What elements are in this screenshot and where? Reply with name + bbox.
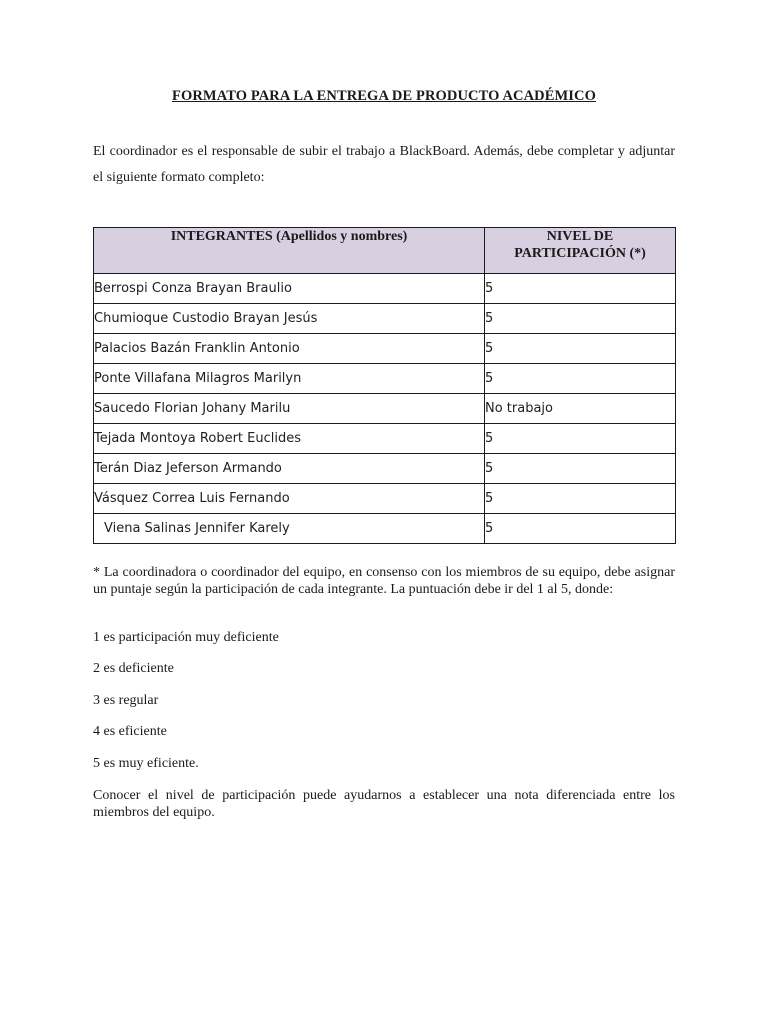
scale-item-4: 4 es eficiente xyxy=(93,724,167,739)
member-name: Viena Salinas Jennifer Karely xyxy=(94,514,485,544)
member-level: 5 xyxy=(485,334,676,364)
member-level: 5 xyxy=(485,484,676,514)
member-name: Tejada Montoya Robert Euclides xyxy=(94,424,485,454)
member-level: No trabajo xyxy=(485,394,676,424)
table-row xyxy=(94,424,676,454)
scale-item-2: 2 es deficiente xyxy=(93,661,174,676)
table-row xyxy=(94,514,676,544)
header-level-line2: PARTICIPACIÓN (*) xyxy=(514,246,646,261)
table-row xyxy=(94,394,676,424)
header-nivel-participacion xyxy=(485,228,676,274)
member-level: 5 xyxy=(485,454,676,484)
table-header-row xyxy=(94,228,676,274)
table-row xyxy=(94,274,676,304)
table-row xyxy=(94,334,676,364)
member-level: 5 xyxy=(485,274,676,304)
member-name: Chumioque Custodio Brayan Jesús xyxy=(94,304,485,334)
footnote-paragraph: * La coordinadora o coordinador del equipo, en consenso con los miembros de su equipo, debe asignar un puntaje según la participación de cada integrante. La puntuación debe ir del 1 al 5, donde: xyxy=(93,565,675,597)
scale-item-3: 3 es regular xyxy=(93,693,159,708)
member-name: Berrospi Conza Brayan Braulio xyxy=(94,274,485,304)
member-name: Ponte Villafana Milagros Marilyn xyxy=(94,364,485,394)
table-row xyxy=(94,304,676,334)
member-level: 5 xyxy=(485,364,676,394)
member-name: Palacios Bazán Franklin Antonio xyxy=(94,334,485,364)
members-table xyxy=(93,227,676,544)
scale-item-1: 1 es participación muy deficiente xyxy=(93,630,279,645)
table-row xyxy=(94,454,676,484)
member-level: 5 xyxy=(485,304,676,334)
table-row xyxy=(94,484,676,514)
member-level: 5 xyxy=(485,424,676,454)
document-title: FORMATO PARA LA ENTREGA DE PRODUCTO ACADÉMICO xyxy=(172,88,596,104)
member-name: Saucedo Florian Johany Marilu xyxy=(94,394,485,424)
intro-paragraph: El coordinador es el responsable de subir el trabajo a BlackBoard. Además, debe completar y adjuntar el siguiente formato completo: xyxy=(93,144,675,185)
header-level-line1: NIVEL DE xyxy=(546,229,614,244)
closing-paragraph: Conocer el nivel de participación puede ayudarnos a establecer una nota diferenciada entre los miembros del equipo. xyxy=(93,788,675,820)
member-level: 5 xyxy=(485,514,676,544)
member-name: Terán Diaz Jeferson Armando xyxy=(94,454,485,484)
table-row xyxy=(94,364,676,394)
scale-item-5: 5 es muy eficiente. xyxy=(93,756,199,771)
header-integrantes: INTEGRANTES (Apellidos y nombres) xyxy=(94,228,485,274)
member-name: Vásquez Correa Luis Fernando xyxy=(94,484,485,514)
